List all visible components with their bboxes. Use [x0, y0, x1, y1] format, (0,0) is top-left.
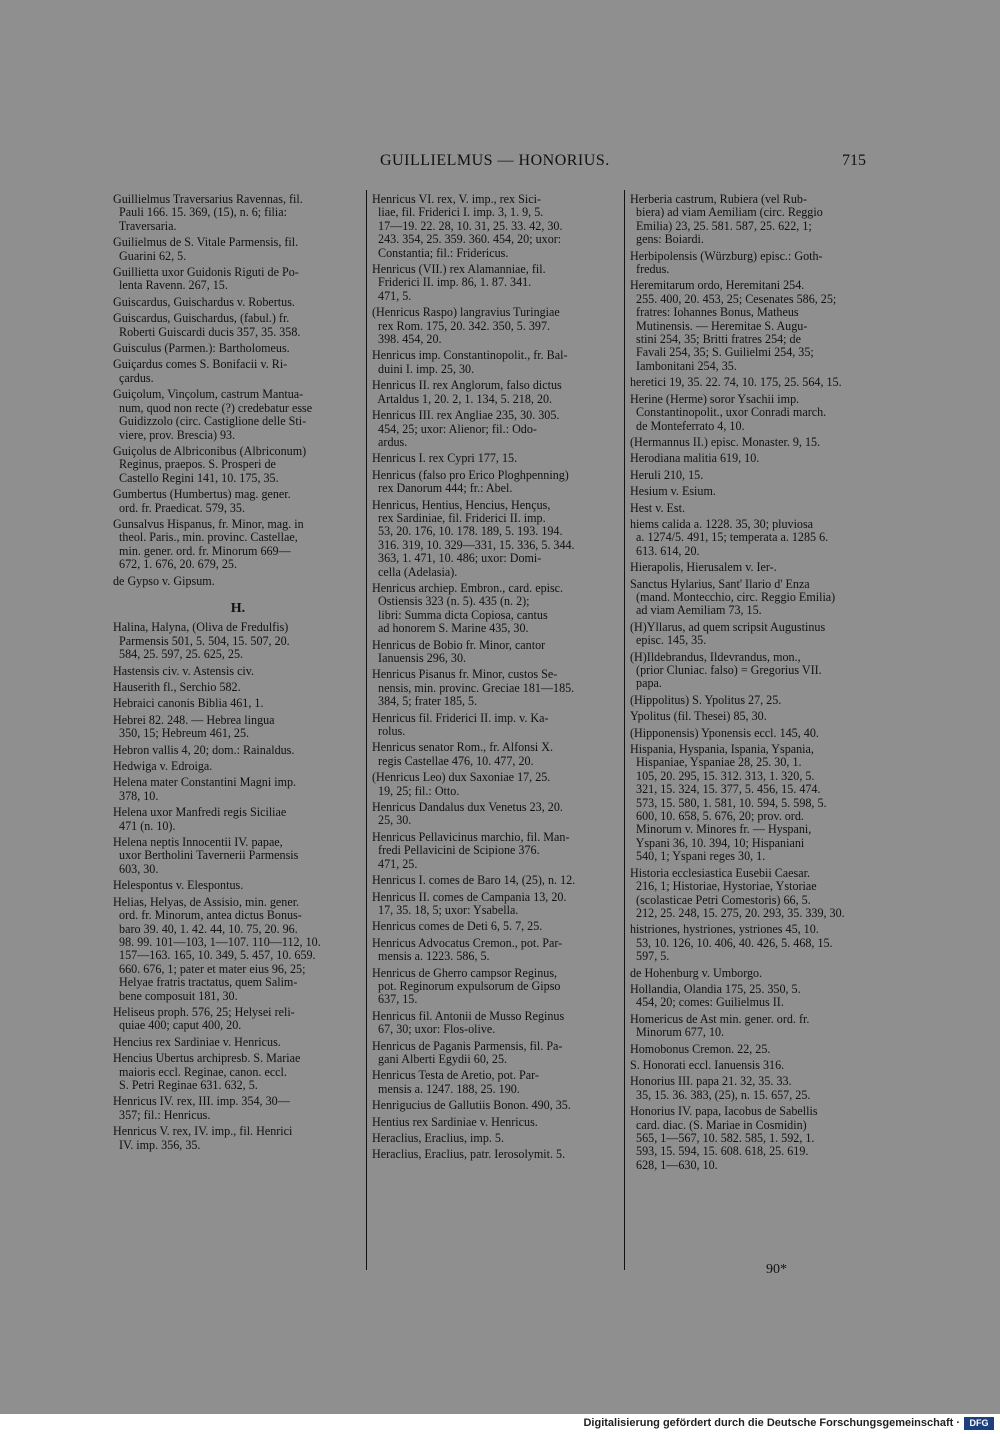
index-entry: Henrigucius de Gallutiis Bonon. 490, 35.	[372, 1098, 571, 1113]
index-entry: Henricus de Gherro campsor Reginus, pot. Reginorum expulsorum de Gipso 637, 15.	[372, 965, 561, 1007]
index-entry: Henricus, Hentius, Hencius, Hençus, rex Sardiniae, fil. Friderici II. imp. 53, 20. 176, 10. 178. 189, 5. 193. 194. 316. 319, 10. 329—331, 15. 336, 5. 344. 363, 1. 471, 10. 486; uxor: Domi- cella (Adelasia).	[372, 497, 575, 579]
column-separator	[624, 190, 625, 1270]
index-entry: Helena mater Constantini Magni imp. 378, 10.	[113, 775, 297, 803]
index-entry: Henricus fil. Friderici II. imp. v. Ka- rolus.	[372, 710, 549, 739]
index-entry: de Hohenburg v. Umborgo.	[630, 965, 763, 980]
index-entry: Henricus (VII.) rex Alamanniae, fil. Friderici II. imp. 86, 1. 87. 341. 471, 5.	[372, 262, 546, 303]
index-entry: hiems calida a. 1228. 35, 30; pluviosa a. 1274/5. 491, 15; temperata a. 1285 6. 613. 614, 20.	[630, 516, 829, 558]
index-entry: (Hipponensis) Yponensis eccl. 145, 40.	[630, 725, 819, 740]
index-entry: Homobonus Cremon. 22, 25.	[630, 1041, 771, 1056]
index-entry: Heruli 210, 15.	[630, 467, 704, 482]
index-entry: Guillietta uxor Guidonis Riguti de Po- lenta Ravenn. 267, 15.	[113, 265, 299, 293]
index-entry: Hauserith fl., Serchio 582.	[113, 680, 241, 694]
index-entry: Guiscardus, Guischardus v. Robertus.	[113, 294, 295, 309]
index-entry: Henricus fil. Antonii de Musso Reginus 67, 30; uxor: Flos-olive.	[372, 1008, 565, 1037]
index-entry: Heraclius, Eraclius, patr. Ierosolymit. 5.	[372, 1147, 566, 1162]
running-title: GUILLIELMUS — HONORIUS.	[380, 152, 610, 169]
index-entry: Hebrei 82. 248. — Hebrea lingua 350, 15; Hebreum 461, 25.	[113, 712, 275, 741]
credit-bar	[0, 1414, 1000, 1434]
index-entry: (H)Ildebrandus, Ildevrandus, mon., (prior Cluniac. falso) = Gregorius VII. papa.	[630, 649, 822, 691]
index-entry: Guiçolus de Albriconibus (Albriconum) Reginus, praepos. S. Prosperi de Castello Regini 141, 10. 175, 35.	[113, 443, 307, 485]
index-entry: Henricus VI. rex, V. imp., rex Sici- liae, fil. Friderici I. imp. 3, 1. 9, 5. 17—19. 22. 28, 10. 31, 25. 33. 42, 30. 243. 354, 25. 359. 360. 454, 20; uxor: Constantia; fil.: Fridericus.	[372, 192, 563, 260]
index-entry: Helias, Helyas, de Assisio, min. gener. ord. fr. Minorum, antea dictus Bonus- baro 39. 40, 1. 42. 44, 10. 75, 20. 96. 98. 99. 101—103, 1—107. 110—112, 10. 157—163. 165, 10. 349, 5. 457, 10. 659. 660. 676, 1; pater et mater eius 96, 25; Helyae fratris tractatus, quem Salim- bene composuit 181, 30.	[113, 894, 321, 1003]
index-entry: Hebraici canonis Biblia 461, 1.	[113, 696, 264, 711]
index-entry: Honorius IV. papa, Iacobus de Sabellis card. diac. (S. Mariae in Cosmidin) 565, 1—567, 10. 582. 585, 1. 592, 1. 593, 15. 594, 15. 608. 618, 25. 619. 628, 1—630, 10.	[630, 1104, 818, 1172]
index-entry: S. Honorati eccl. Ianuensis 316.	[630, 1057, 785, 1072]
index-entry: (Henricus Raspo) langravius Turingiae rex Rom. 175, 20. 342. 350, 5. 397. 398. 454, 20.	[372, 305, 560, 347]
index-entry: Hencius Ubertus archipresb. S. Mariae maioris eccl. Reginae, canon. eccl. S. Petri Reginae 631. 632, 5.	[113, 1051, 301, 1092]
index-entry: Henricus V. rex, IV. imp., fil. Henrici IV. imp. 356, 35.	[113, 1124, 293, 1152]
index-entry: Herodiana malitia 619, 10.	[630, 451, 760, 466]
index-entry: Henricus senator Rom., fr. Alfonsi X. regis Castellae 476, 10. 477, 20.	[372, 740, 554, 768]
index-entry: Henricus II. comes de Campania 13, 20. 17, 35. 18, 5; uxor: Ysabella.	[372, 889, 567, 917]
index-column-left	[113, 193, 363, 1155]
index-entry: Henricus I. comes de Baro 14, (25), n. 12.	[372, 873, 576, 888]
index-entry: Guiscardus, Guischardus, (fabul.) fr. Roberti Guiscardi ducis 357, 35. 358.	[113, 311, 301, 339]
index-entry: Hierapolis, Hierusalem v. Ier-.	[630, 560, 777, 575]
index-entry: Henricus Testa de Aretio, pot. Par- mensis a. 1247. 188, 25. 190.	[372, 1068, 539, 1096]
index-entry: Hollandia, Olandia 175, 25. 350, 5. 454, 20; comes: Guilielmus II.	[630, 981, 801, 1010]
index-entry: Sanctus Hylarius, Sant' Ilario d' Enza (mand. Montecchio, circ. Reggio Emilia) ad viam Aemiliam 73, 15.	[630, 576, 836, 618]
credit-text: Digitalisierung gefördert durch die Deutsche Forschungsgemeinschaft ·	[583, 1417, 960, 1429]
index-entry: Honorius III. papa 21. 32, 35. 33. 35, 15. 36. 383, (25), n. 15. 657, 25.	[630, 1074, 811, 1102]
index-entry: heretici 19, 35. 22. 74, 10. 175, 25. 564, 15.	[630, 375, 842, 390]
column-separator	[366, 190, 367, 1270]
index-entry: Hebron vallis 4, 20; dom.: Rainaldus.	[113, 742, 295, 757]
page-number: 715	[842, 152, 866, 169]
index-entry: Halina, Halyna, (Oliva de Fredulfis) Parmensis 501, 5. 504, 15. 507, 20. 584, 25. 597, 25. 625, 25.	[113, 620, 290, 662]
index-entry: Henricus II. rex Anglorum, falso dictus Artaldus 1, 20. 2, 1. 134, 5. 218, 20.	[372, 378, 562, 406]
index-entry: (Hermannus II.) episc. Monaster. 9, 15.	[630, 434, 821, 449]
index-entry: Helena uxor Manfredi regis Siciliae 471 (n. 10).	[113, 805, 287, 833]
index-entry: Henricus III. rex Angliae 235, 30. 305. 454, 25; uxor: Alienor; fil.: Odo- ardus.	[372, 408, 560, 449]
index-entry: Guisculus (Parmen.): Bartholomeus.	[113, 341, 290, 356]
index-entry: Hest v. Est.	[630, 500, 685, 515]
index-entry: Hedwiga v. Edroiga.	[113, 759, 213, 774]
index-entry: Henricus I. rex Cypri 177, 15.	[372, 451, 518, 466]
index-entry: Guilielmus de S. Vitale Parmensis, fil. Guarini 62, 5.	[113, 235, 299, 263]
index-entry: Henricus Dandalus dux Venetus 23, 20. 25, 30.	[372, 800, 563, 828]
index-entry: de Gypso v. Gipsum.	[113, 573, 215, 588]
index-entry: Helena neptis Innocentii IV. papae, uxor Bertholini Tavernerii Parmensis 603, 30.	[113, 835, 299, 876]
index-entry: Herberia castrum, Rubiera (vel Rub- biera) ad viam Aemiliam (circ. Reggio Emilia) 23, 25. 581. 587, 25. 622, 1; gens: Boiardi.	[630, 192, 823, 247]
index-entry: (Henricus Leo) dux Saxoniae 17, 25. 19, 25; fil.: Otto.	[372, 770, 551, 798]
signature-mark: 90*	[766, 1262, 787, 1277]
index-entry: Helespontus v. Elespontus.	[113, 878, 244, 893]
index-entry: Henricus Pellavicinus marchio, fil. Man- fredi Pellavicini de Scipione 376. 471, 25.	[372, 829, 570, 871]
index-entry: Hastensis civ. v. Astensis civ.	[113, 663, 255, 678]
index-entry: Hencius rex Sardiniae v. Henricus.	[113, 1034, 281, 1049]
index-entry: Guiçolum, Vinçolum, castrum Mantua- num, quod non recte (?) credebatur esse Guidizzolo (circ. Castiglione delle Sti- viere, prov. Brescia) 93.	[113, 387, 313, 442]
dfg-logo-icon: DFG	[964, 1417, 994, 1430]
index-entry: Homericus de Ast min. gener. ord. fr. Minorum 677, 10.	[630, 1011, 810, 1040]
index-entry: Gumbertus (Humbertus) mag. gener. ord. fr. Praedicat. 579, 35.	[113, 487, 291, 515]
section-letter: H.	[230, 600, 246, 616]
index-entry: Henricus Pisanus fr. Minor, custos Se- nensis, min. provinc. Greciae 181—185. 384, 5; frater 185, 5.	[372, 667, 575, 709]
index-entry: Henricus (falso pro Erico Ploghpenning) rex Danorum 444; fr.: Abel.	[372, 467, 569, 496]
index-entry: Ypolitus (fil. Thesei) 85, 30.	[630, 709, 767, 724]
page-header	[0, 152, 1000, 178]
index-entry: Henricus Advocatus Cremon., pot. Par- mensis a. 1223. 586, 5.	[372, 935, 563, 964]
index-entry: Guillielmus Traversarius Ravennas, fil. Pauli 166. 15. 369, (15), n. 6; filia: Traversaria.	[113, 192, 303, 233]
index-column-right	[630, 193, 880, 1175]
index-entry: Historia ecclesiastica Eusebii Caesar. 216, 1; Historiae, Hystoriae, Ystoriae (scolasticae Petri Comestoris) 66, 5. 212, 25. 248, 15. 275, 20. 293, 35. 339, 30.	[630, 865, 845, 920]
index-entry: Henricus comes de Deti 6, 5. 7, 25.	[372, 919, 543, 934]
index-entry: histriones, hystriones, ystriones 45, 10. 53, 10. 126, 10. 406, 40. 426, 5. 468, 15. 597, 5.	[630, 922, 833, 964]
index-entry: Herine (Herme) soror Ysachii imp. Constantinopolit., uxor Conradi march. de Monteferrato 4, 10.	[630, 391, 827, 433]
index-entry: Heremitarum ordo, Heremitani 254. 255. 400, 20. 453, 25; Cesenates 586, 25; fratres: Iohannes Bonus, Matheus Mutinensis. — Heremitae S. Augu- stini 254, 35; Britti fratres 254; de Favali 254, 35; S. Guilielmi 254, 35; Iambonitani 254, 35.	[630, 278, 837, 373]
index-entry: Hentius rex Sardiniae v. Henricus.	[372, 1114, 538, 1129]
index-entry: (Hippolitus) S. Ypolitus 27, 25.	[630, 692, 782, 707]
index-entry: Henricus imp. Constantinopolit., fr. Bal- duini I. imp. 25, 30.	[372, 348, 568, 376]
index-entry: Hesium v. Esium.	[630, 484, 716, 499]
index-entry: Heliseus proph. 576, 25; Helysei reli- quiae 400; caput 400, 20.	[113, 1004, 295, 1033]
index-entry: Heraclius, Eraclius, imp. 5.	[372, 1131, 504, 1145]
index-entry: Henricus archiep. Embron., card. episc. Ostiensis 323 (n. 5). 435 (n. 2); libri: Summa dicta Copiosa, cantus ad honorem S. Marine 435, 30.	[372, 580, 564, 636]
index-entry: Guiçardus comes S. Bonifacii v. Ri- çardus.	[113, 357, 288, 385]
index-entry: Gunsalvus Hispanus, fr. Minor, mag. in theol. Paris., min. provinc. Castellae, min. gener. ord. fr. Minorum 669— 672, 1. 676, 20. 679, 25.	[113, 516, 304, 572]
index-entry: Henricus de Bobio fr. Minor, cantor Ianuensis 296, 30.	[372, 637, 546, 665]
index-column-middle	[372, 193, 622, 1165]
index-entry: Henricus IV. rex, III. imp. 354, 30— 357; fil.: Henricus.	[113, 1094, 290, 1122]
index-entry: Hispania, Hyspania, Ispania, Yspania, Hispaniae, Yspaniae 28, 25. 30, 1. 105, 20. 295, 15. 312. 313, 1. 320, 5. 321, 15. 324, 15. 377, 5. 456, 15. 474. 573, 15. 580, 1. 581, 10. 594, 5. 598, 5. 600, 10. 658, 5. 676, 20; prov. ord. Minorum v. Minores fr. — Hyspani, Yspani 36, 10. 394, 10; Hispaniani 540, 1; Yspani reges 30, 1.	[630, 742, 827, 864]
index-entry: Herbipolensis (Würzburg) episc.: Goth- fredus.	[630, 248, 823, 277]
index-entry: (H)Yllarus, ad quem scripsit Augustinus episc. 145, 35.	[630, 619, 826, 648]
index-entry: Henricus de Paganis Parmensis, fil. Pa- gani Alberti Egydii 60, 25.	[372, 1038, 563, 1066]
